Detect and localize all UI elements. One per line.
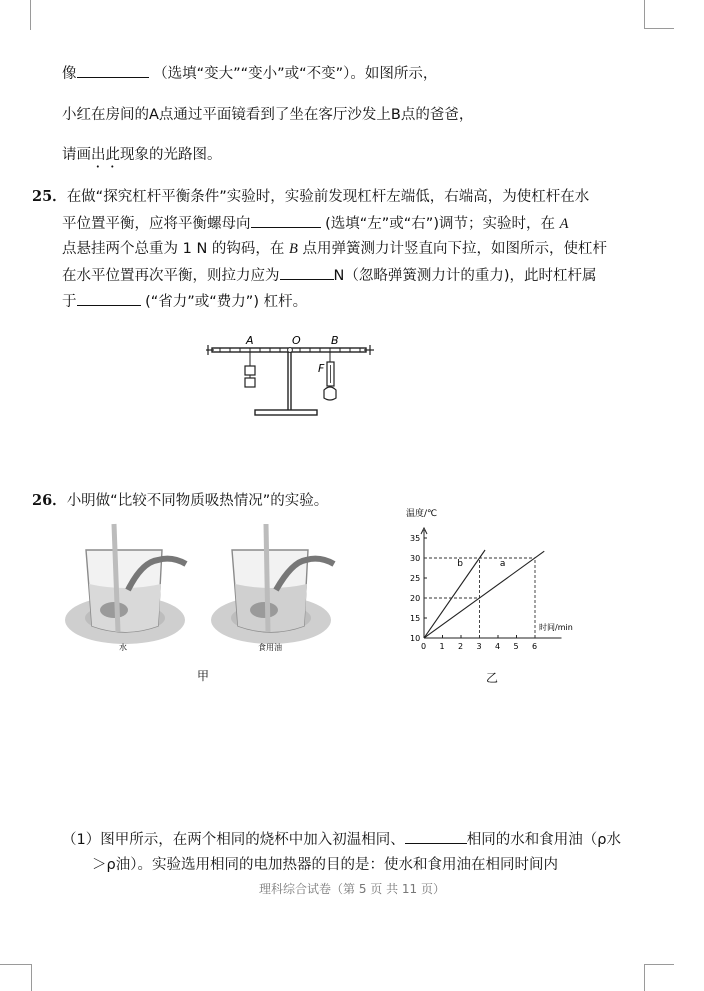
beaker-photo-right <box>206 522 336 652</box>
q25-line4 <box>62 265 597 286</box>
temperature-time-chart <box>398 502 598 662</box>
crop-mark-top-right-h <box>644 28 674 29</box>
series-label-a: a <box>499 559 506 569</box>
answer-blank-mass[interactable] <box>405 829 467 844</box>
label-a: A <box>246 334 254 347</box>
lever-pivot <box>288 348 293 353</box>
y-tick-label: 15 <box>410 614 421 623</box>
q26-sub1-line1 <box>62 829 621 850</box>
label-b: B <box>331 334 339 347</box>
q25-line5-a: 于 <box>62 294 77 310</box>
q25-line2-a: 平位置平衡，应将平衡螺母向 <box>62 216 251 232</box>
q25-point-b-label: B <box>289 241 298 257</box>
q24-line3-a: 请画 <box>62 147 91 163</box>
q25-line4-b: N（忽略弹簧测力计的重力)，此时杠杆属 <box>333 268 597 284</box>
y-tick-label: 25 <box>410 574 421 583</box>
q25-line1 <box>32 187 589 207</box>
y-tick-label: 10 <box>410 634 421 643</box>
crop-mark-bottom-left-v <box>31 964 32 991</box>
x-tick-label: 2 <box>458 642 464 651</box>
answer-blank-force[interactable] <box>280 265 334 280</box>
spring-balance-hand <box>324 387 336 400</box>
q24-line3-dotted-2: 此 <box>105 147 120 163</box>
beaker-left-label: 水 <box>119 643 127 652</box>
q25-line1-text: 在做“探究杠杆平衡条件”实验时，实验前发现杠杆左端低，右端高，为使杠杆在水 <box>66 189 590 205</box>
answer-blank-size[interactable] <box>77 63 149 78</box>
figure-caption-jia: 甲 <box>197 669 210 683</box>
q24-line3 <box>62 145 222 171</box>
beaker-right-label: 食用油 <box>258 643 282 652</box>
q24-line1-suffix: （选填“变大”“变小”或“不变”）。如图所示， <box>153 66 438 82</box>
crop-mark-bottom-left-h <box>0 964 31 965</box>
crop-mark-top-right-v <box>644 0 645 28</box>
y-tick-label: 20 <box>410 594 421 603</box>
x-tick-label: 5 <box>513 642 519 651</box>
figure-caption-yi: 乙 <box>486 671 499 685</box>
label-o: O <box>292 334 301 347</box>
crop-mark-bottom-right-h <box>644 964 674 965</box>
q24-line3-dotted-1: 出 <box>91 147 106 163</box>
x-tick-label: 0 <box>421 642 427 651</box>
x-tick-label: 3 <box>476 642 482 651</box>
series-label-b: b <box>457 559 464 569</box>
q26-sub1-c: ＞ρ油）。实验选用相同的电加热器的目的是：使水和食用油在相同时间内 <box>92 857 558 873</box>
y-axis-label: 温度/℃ <box>406 509 438 519</box>
q26-title: 小明做“比较不同物质吸热情况”的实验。 <box>66 493 329 509</box>
q26-sub1-b: 相同的水和食用油（ρ水 <box>466 832 621 848</box>
q25-line2 <box>62 213 568 234</box>
q24-line1 <box>62 63 437 84</box>
x-tick-label: 6 <box>532 642 538 651</box>
page-footer: 理科综合试卷（第 5 页 共 11 页） <box>259 882 445 896</box>
answer-blank-lever-type[interactable] <box>77 291 141 306</box>
label-f: F <box>318 362 325 375</box>
x-tick-label: 1 <box>439 642 445 651</box>
q25-line5-b: (“省力”或“费力”) 杠杆。 <box>145 294 308 310</box>
beaker-photo-left <box>62 522 188 652</box>
q26-number: 26． <box>32 492 67 509</box>
series-line-b <box>424 550 485 638</box>
stand-base <box>255 410 317 415</box>
q26-sub1-a: （1）图甲所示，在两个相同的烧杯中加入初温相同、 <box>62 832 405 848</box>
q25-number: 25． <box>32 188 67 205</box>
q25-line3 <box>62 239 607 259</box>
q24-line2-text: 小红在房间的A点通过平面镜看到了坐在客厅沙发上B点的爸爸， <box>62 107 474 123</box>
y-tick-label: 30 <box>410 554 421 563</box>
q25-line3-a: 点悬挂两个总重为 1 N 的钩码，在 <box>62 241 285 257</box>
y-tick-label: 35 <box>410 534 421 543</box>
hook-weight-1 <box>245 366 255 375</box>
q26-sub1-line2 <box>92 855 558 875</box>
crop-mark-bottom-right-v <box>644 964 645 991</box>
series-line-a <box>424 551 544 638</box>
hook-weight-2 <box>245 378 255 387</box>
answer-blank-direction[interactable] <box>251 213 321 228</box>
q25-line4-a: 在水平位置再次平衡，则拉力应为 <box>62 268 280 284</box>
q24-line2 <box>62 105 473 125</box>
lever-figure <box>200 332 380 424</box>
q25-line3-b: 点用弹簧测力计竖直向下拉，如图所示，使杠杆 <box>302 241 607 257</box>
q25-line2-b: (选填“左”或“右”)调节；实验时，在 <box>325 216 555 232</box>
q25-point-a-label: A <box>559 216 569 232</box>
q26-line1 <box>32 491 328 511</box>
x-tick-label: 4 <box>495 642 501 651</box>
x-axis-label: 时间/min <box>539 623 573 632</box>
q25-line5 <box>62 291 307 312</box>
crop-mark-top-left-v <box>30 0 31 30</box>
q24-line1-prefix: 像 <box>62 66 77 82</box>
q24-line3-d: 现象的光路图。 <box>120 147 222 163</box>
